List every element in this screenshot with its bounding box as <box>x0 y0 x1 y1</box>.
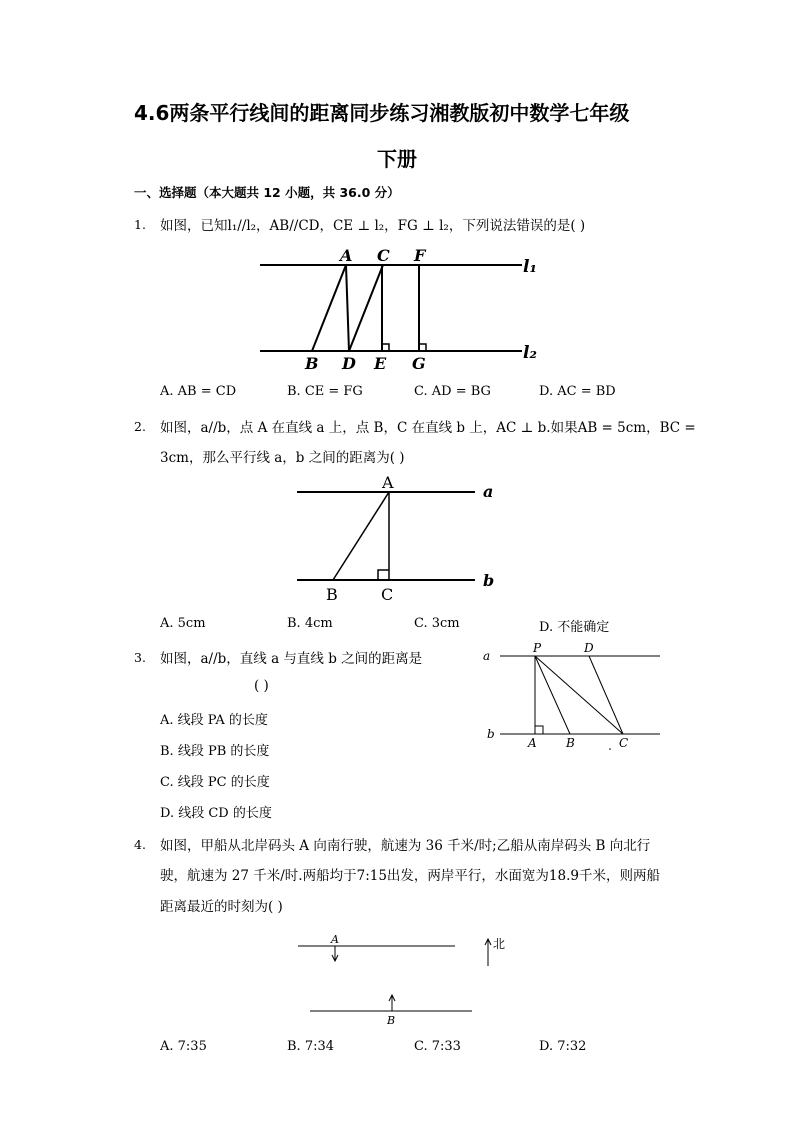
option-a: A. 7:35 <box>160 1039 207 1054</box>
section-header: 一、选择题（本大题共 12 小题，共 36.0 分） <box>134 185 400 200</box>
option-a: A. AB = CD <box>160 384 237 399</box>
option-b: B. 线段 PB 的长度 <box>160 744 270 759</box>
option-a: A. 线段 PA 的长度 <box>160 713 268 728</box>
label-l1: l₁ <box>523 257 537 277</box>
question-number: 2. <box>134 419 146 434</box>
question-text-line2: 驶，航速为 27 千米/时.两船均于7:15出发，两岸平行，水面宽为18.9千米，则两船 <box>160 868 660 884</box>
option-b: B. 7:34 <box>287 1039 335 1054</box>
document-title-line2: 下册 <box>377 147 417 171</box>
label-f: F <box>414 246 426 265</box>
label-b: B <box>305 354 319 373</box>
option-d: D. 7:32 <box>539 1039 587 1054</box>
label-a: A <box>382 473 394 492</box>
option-b: B. CE = FG <box>287 384 363 399</box>
question-text-line2: 3cm，那么平行线 a，b 之间的距离为( ) <box>160 450 405 466</box>
question-text-line2: ( ) <box>254 678 269 694</box>
label-line-a: a <box>483 649 491 663</box>
question-number: 4. <box>134 837 146 852</box>
option-c: C. 3cm <box>414 616 460 631</box>
label-north: 北 <box>493 937 506 951</box>
label-line-b: b <box>487 727 495 741</box>
question-text: 如图，a//b，直线 a 与直线 b 之间的距离是 <box>160 651 423 667</box>
option-d: D. 线段 CD 的长度 <box>160 806 272 821</box>
question-number: 1. <box>134 217 146 232</box>
option-c: C. 线段 PC 的长度 <box>160 775 270 790</box>
label-a: A <box>331 933 339 946</box>
label-p: P <box>533 641 542 655</box>
option-b: B. 4cm <box>287 616 333 631</box>
label-g: G <box>412 354 426 373</box>
option-d: D. 不能确定 <box>539 620 610 635</box>
label-b: B <box>566 736 575 750</box>
option-d: D. AC = BD <box>539 384 616 399</box>
label-c: C <box>377 246 390 265</box>
label-d: D <box>584 641 594 655</box>
label-c: C <box>619 736 629 750</box>
label-line-b: b <box>483 571 495 590</box>
option-c: C. AD = BG <box>414 384 491 399</box>
label-b: B <box>387 1014 396 1027</box>
question-text: 如图，甲船从北岸码头 A 向南行驶，航速为 36 千米/时;乙船从南岸码头 B 向北行 <box>160 838 651 854</box>
label-e: E <box>374 354 387 373</box>
question-number: 3. <box>134 650 146 665</box>
label-d: D <box>342 354 356 373</box>
document-title: 4.6两条平行线间的距离同步练习湘教版初中数学七年级 <box>134 101 630 125</box>
label-a: A <box>528 736 537 750</box>
question-text-line3: 距离最近的时刻为( ) <box>160 899 283 915</box>
option-c: C. 7:33 <box>414 1039 461 1054</box>
label-b: B <box>326 585 338 604</box>
option-a: A. 5cm <box>160 616 206 631</box>
label-line-a: a <box>483 482 494 501</box>
label-a: A <box>340 246 353 265</box>
question-text: 如图，已知l₁//l₂，AB//CD，CE ⊥ l₂，FG ⊥ l₂，下列说法错误的是( ) <box>160 218 586 234</box>
label-c: C <box>381 585 394 604</box>
label-l2: l₂ <box>523 343 537 363</box>
question-text: 如图，a//b，点 A 在直线 a 上，点 B，C 在直线 b 上，AC ⊥ b.如果AB = 5cm，BC = <box>160 420 696 436</box>
